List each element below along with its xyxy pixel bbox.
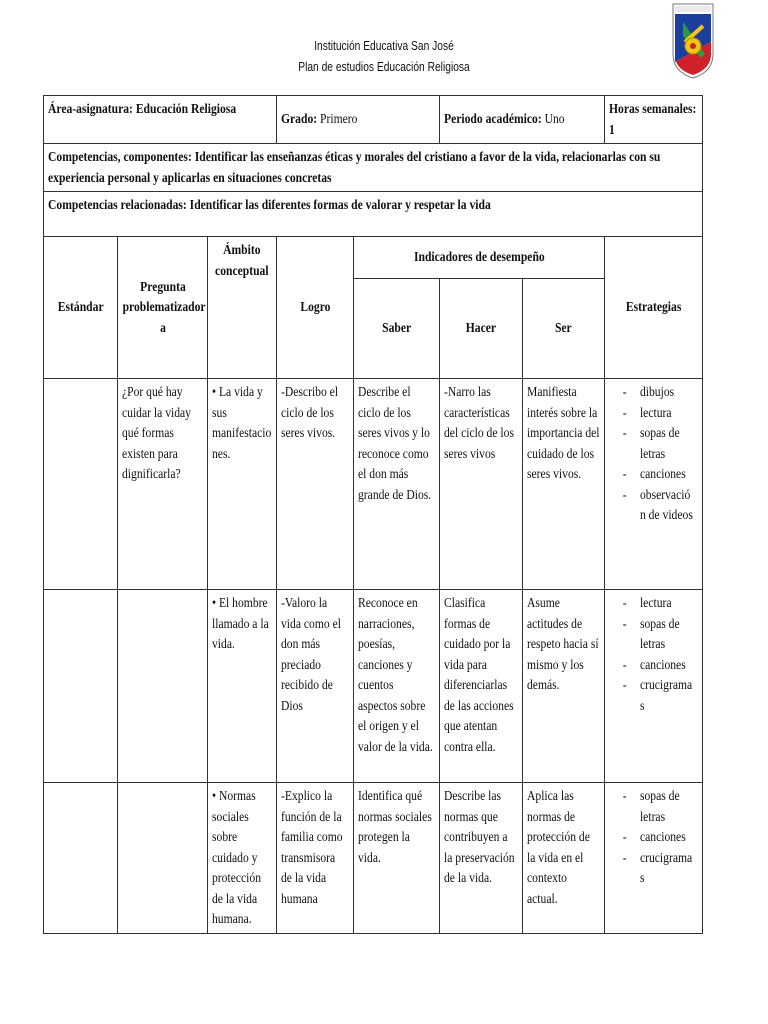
curriculum-table: [43, 95, 703, 934]
cell-ambito: • El hombre llamado a la vida.: [208, 590, 277, 783]
list-item: - lectura: [609, 593, 698, 614]
institution-name: Institución Educativa San José: [314, 39, 454, 53]
cell-saber: Describe el ciclo de los seres vivos y lo reconoce como el don más grande de Dios.: [354, 379, 440, 590]
cell-logro: -Explico la función de la familia como transmisora de la vida humana: [277, 783, 354, 934]
cell-estandar: [44, 590, 118, 783]
header-saber: Saber: [354, 279, 440, 379]
cell-pregunta: [118, 590, 208, 783]
header-indicadores: Indicadores de desempeño: [354, 237, 605, 279]
list-item: - crucigrama s: [609, 848, 698, 889]
cell-logro: -Describo el ciclo de los seres vivos.: [277, 379, 354, 590]
table-row: [44, 590, 703, 783]
document-header: [69, 36, 699, 78]
header-estandar: Estándar: [44, 237, 118, 379]
cell-estrategias: [605, 783, 703, 934]
strategy-list: [609, 382, 698, 526]
cell-saber: Reconoce en narraciones, poesías, canciones y cuentos aspectos sobre el origen y el valor de la vida.: [354, 590, 440, 783]
table-row: [44, 379, 703, 590]
school-crest-icon: [671, 2, 715, 80]
cell-ser: Aplica las normas de protección de la vida en el contexto actual.: [523, 783, 605, 934]
header-ambito: Ámbito conceptual: [208, 237, 277, 379]
header-pregunta: Pregunta problematizador a: [118, 237, 208, 379]
header-estrategias: Estrategias: [605, 237, 703, 379]
list-item: - canciones: [609, 827, 698, 848]
cell-ambito: • La vida y sus manifestacio nes.: [208, 379, 277, 590]
periodo-cell: Periodo académico: Uno: [440, 96, 605, 144]
cell-estandar: [44, 379, 118, 590]
list-item: - dibujos: [609, 382, 698, 403]
plan-title: Plan de estudios Educación Religiosa: [298, 60, 470, 74]
list-item: - crucigrama s: [609, 675, 698, 716]
cell-pregunta: [118, 783, 208, 934]
list-item: - canciones: [609, 655, 698, 676]
list-item: - observació n de videos: [609, 485, 698, 526]
cell-saber: Identifica qué normas sociales protegen la vida.: [354, 783, 440, 934]
cell-ser: Asume actitudes de respeto hacia sí mismo y los demás.: [523, 590, 605, 783]
grado-cell: Grado: Primero: [277, 96, 440, 144]
list-item: - sopas de letras: [609, 786, 698, 827]
horas-cell: Horas semanales: 1: [605, 96, 703, 144]
table-row: [44, 783, 703, 934]
header-hacer: Hacer: [440, 279, 523, 379]
header-logro: Logro: [277, 237, 354, 379]
strategy-list: [609, 593, 698, 716]
competencias-cell: Competencias, componentes: Identificar las enseñanzas éticas y morales del cristiano a favor de la vida, relacionarlas con su experiencia personal y aplicarlas en situaciones concretas: [44, 144, 703, 192]
header-ser: Ser: [523, 279, 605, 379]
cell-estandar: [44, 783, 118, 934]
cell-estrategias: [605, 379, 703, 590]
list-item: - sopas de letras: [609, 614, 698, 655]
list-item: - lectura: [609, 403, 698, 424]
cell-estrategias: [605, 590, 703, 783]
list-item: - sopas de letras: [609, 423, 698, 464]
cell-hacer: Clasifica formas de cuidado por la vida para diferenciarlas de las acciones que atentan contra ella.: [440, 590, 523, 783]
cell-logro: -Valoro la vida como el don más preciado recibido de Dios: [277, 590, 354, 783]
area-cell: Área-asignatura: Educación Religiosa: [44, 96, 277, 144]
cell-ser: Manifiesta interés sobre la importancia del cuidado de los seres vivos.: [523, 379, 605, 590]
competencias-relacionadas-cell: Competencias relacionadas: Identificar las diferentes formas de valorar y respetar la vida: [44, 192, 703, 237]
cell-hacer: -Narro las características del ciclo de los seres vivos: [440, 379, 523, 590]
list-item: - canciones: [609, 464, 698, 485]
strategy-list: [609, 786, 698, 889]
cell-hacer: Describe las normas que contribuyen a la preservación de la vida.: [440, 783, 523, 934]
cell-ambito: • Normas sociales sobre cuidado y protección de la vida humana.: [208, 783, 277, 934]
cell-pregunta: ¿Por qué hay cuidar la viday qué formas existen para dignificarla?: [118, 379, 208, 590]
